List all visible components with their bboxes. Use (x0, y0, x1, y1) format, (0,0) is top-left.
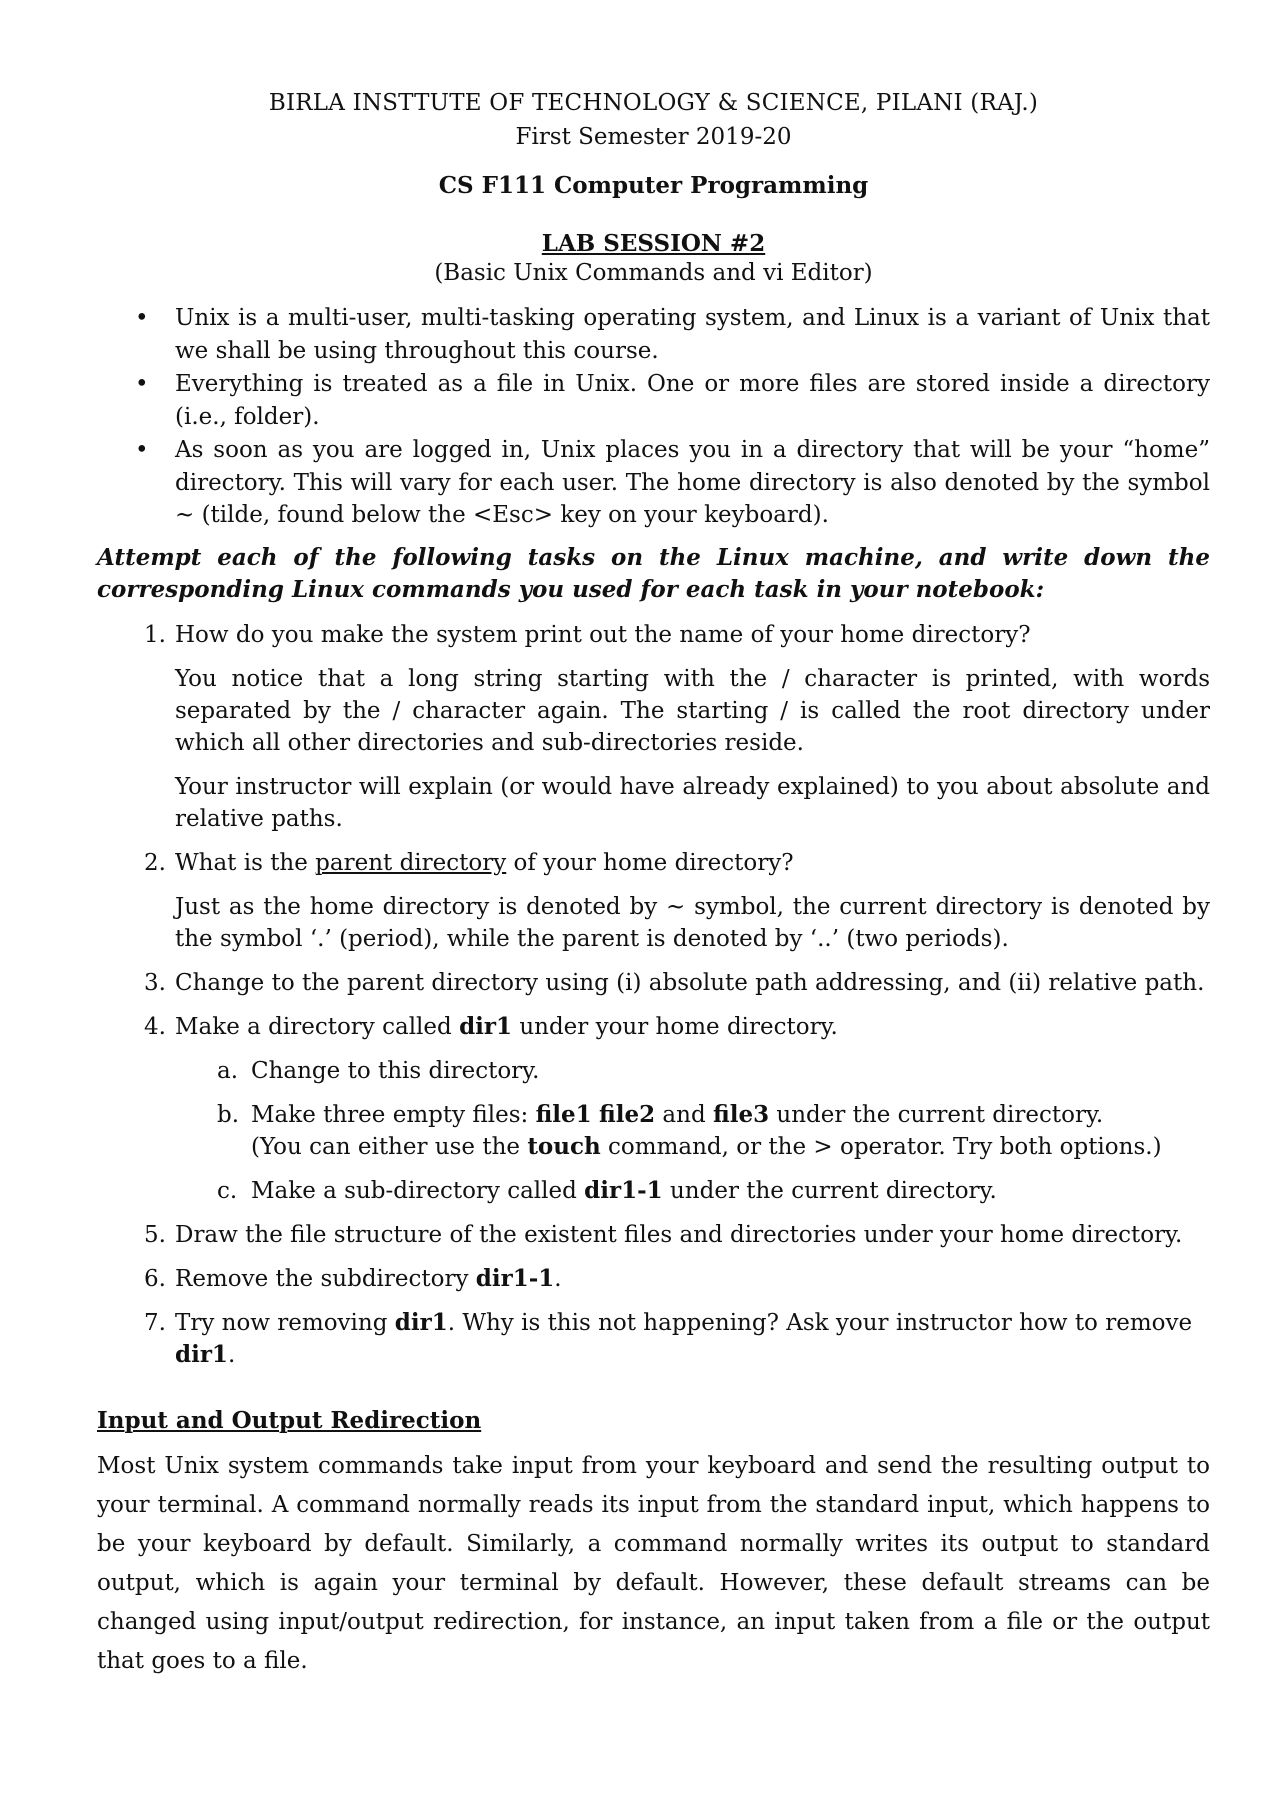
subtask-letter: a. (217, 1057, 239, 1084)
task-number: 4. (144, 1013, 166, 1040)
bullet-dot: • (135, 371, 149, 397)
task-number: 1. (144, 621, 166, 648)
task-4b (97, 1099, 1210, 1163)
task-5 (97, 1219, 1210, 1251)
task-text-pre: Remove the subdirectory (175, 1265, 476, 1292)
bullet-dot: • (135, 305, 149, 331)
parent-directory-term: parent directory (315, 849, 507, 876)
task-instruction: Attempt each of the following tasks on the Linux machine, and write down the corresponding Linux commands you used for each task in your notebook: (97, 543, 1210, 603)
task-4c (97, 1175, 1210, 1207)
subtask-line2-pre: (You can either use the (251, 1133, 528, 1160)
and-text: and (655, 1101, 713, 1128)
task-number: 6. (144, 1265, 166, 1292)
touch-command: touch (527, 1132, 601, 1160)
task-7 (97, 1307, 1210, 1371)
task-text-post: under your home directory. (512, 1013, 838, 1040)
task-1-note-2: Your instructor will explain (or would have already explained) to you about absolute and relative paths. (175, 773, 1210, 832)
task-text-pre: What is the (175, 849, 316, 876)
task-number: 5. (144, 1221, 166, 1248)
institute-name: BIRLA INSTTUTE OF TECHNOLOGY & SCIENCE, PILANI (RAJ.) (268, 90, 1039, 116)
task-text-post: . (227, 1341, 236, 1368)
task-text: Draw the file structure of the existent files and directories under your home directory. (175, 1221, 1183, 1248)
task-text: How do you make the system print out the name of your home directory? (175, 621, 1031, 648)
task-6 (97, 1263, 1210, 1295)
task-1-note-1: You notice that a long string starting with the / character is printed, with words separated by the / character again. The starting / is called the root directory under which all other directories and sub-directories reside. (175, 665, 1210, 756)
task-2 (97, 847, 1210, 879)
task-text-post: . (554, 1265, 562, 1292)
bullet-item (97, 302, 1210, 367)
task-3 (97, 967, 1210, 999)
task-number: 7. (144, 1309, 166, 1336)
section-body: Most Unix system commands take input from your keyboard and send the resulting output to your terminal. A command normally reads its input from the standard input, which happens to be your keyboard by default. Similarly, a command normally writes its output to standard output, which is again your terminal by default. However, these default streams can be changed using input/output redirection, for instance, an input taken from a file or the output that goes to a file. (97, 1452, 1210, 1674)
bullet-text: Everything is treated as a file in Unix. One or more files are stored inside a directory (i.e., folder). (175, 371, 1210, 430)
file2-term: file2 (599, 1100, 656, 1128)
semester: First Semester 2019-20 (515, 124, 792, 150)
bullet-item (97, 434, 1210, 532)
dir1-term: dir1 (394, 1308, 448, 1336)
subtask-text-pre: Make a sub-directory called (251, 1177, 585, 1204)
dir1-1-term: dir1-1 (584, 1176, 663, 1204)
subtask-letter: b. (217, 1101, 240, 1128)
course-title: CS F111 Computer Programming (438, 172, 869, 199)
bullet-dot: • (135, 437, 149, 463)
task-4a (97, 1055, 1210, 1087)
task-4 (97, 1011, 1210, 1043)
subtask-text-pre: Make three empty files: (251, 1101, 536, 1128)
file1-term: file1 (535, 1100, 592, 1128)
subtask-text-post: under the current directory. (769, 1101, 1104, 1128)
section-title: Input and Output Redirection (97, 1406, 482, 1434)
bullet-text: Unix is a multi-user, multi-tasking operating system, and Linux is a variant of Unix that we shall be using throughout this course. (175, 305, 1210, 364)
task-text: Change to the parent directory using (i) absolute path addressing, and (ii) relative path. (175, 969, 1205, 996)
session-title: LAB SESSION #2 (541, 230, 766, 257)
dir1-1-term: dir1-1 (475, 1264, 555, 1292)
task-number: 3. (144, 969, 166, 996)
task-text-pre: Try now removing (175, 1309, 395, 1336)
subtask-text: Change to this directory. (251, 1057, 540, 1084)
task-2-note: Just as the home directory is denoted by ~ symbol, the current directory is denoted by the symbol ‘.’ (period), while the parent is denoted by ‘..’ (two periods). (175, 893, 1210, 952)
subtask-line2-post: command, or the > operator. Try both options.) (600, 1133, 1162, 1160)
file3-term: file3 (712, 1100, 770, 1128)
bullet-item (97, 368, 1210, 433)
subtask-text-post: under the current directory. (662, 1177, 997, 1204)
task-text-mid: . Why is this not happening? Ask your instructor how to remove (447, 1309, 1193, 1336)
subtask-letter: c. (217, 1177, 238, 1204)
task-number: 2. (144, 849, 166, 876)
session-subtitle: (Basic Unix Commands and vi Editor) (434, 260, 873, 286)
task-text-pre: Make a directory called (175, 1013, 460, 1040)
task-text-post: of your home directory? (506, 849, 794, 876)
bullet-text: As soon as you are logged in, Unix places you in a directory that will be your “home” directory. This will vary for each user. The home directory is also denoted by the symbol ~ (tilde, found below the <Esc> key on your keyboard). (175, 437, 1210, 528)
task-1 (97, 619, 1210, 651)
dir1-term: dir1 (175, 1340, 228, 1368)
intro-bullets (97, 302, 1210, 532)
dir1-term: dir1 (459, 1012, 513, 1040)
